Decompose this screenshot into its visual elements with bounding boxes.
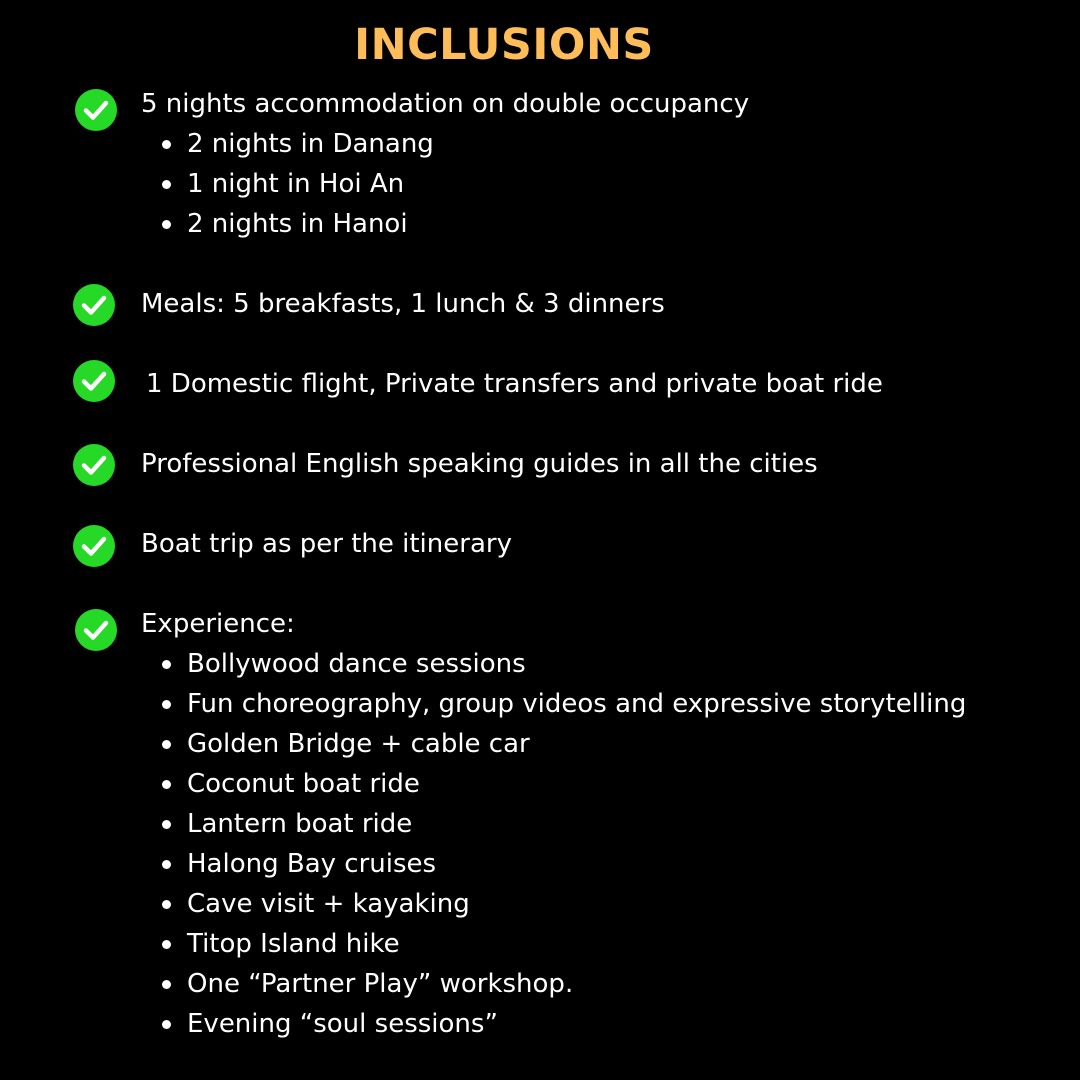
list-item: Cave visit + kayaking: [187, 889, 470, 919]
list-item: Fun choreography, group videos and expressive storytelling: [187, 689, 967, 719]
page-title: INCLUSIONS: [354, 20, 654, 70]
bullet-dot: [162, 1020, 171, 1029]
inclusion-meals: Meals: 5 breakfasts, 1 lunch & 3 dinners: [141, 289, 665, 319]
inclusion-boat-trip: Boat trip as per the itinerary: [141, 529, 512, 559]
bullet-dot: [162, 180, 171, 189]
list-item: Lantern boat ride: [187, 809, 413, 839]
inclusion-experience: Experience:: [141, 609, 295, 639]
bullet-dot: [162, 740, 171, 749]
inclusion-transport: 1 Domestic flight, Private transfers and private boat ride: [146, 369, 883, 399]
list-item: Golden Bridge + cable car: [187, 729, 530, 759]
list-item: 2 nights in Hanoi: [187, 209, 408, 239]
list-item: Coconut boat ride: [187, 769, 420, 799]
inclusion-accommodation: 5 nights accommodation on double occupancy: [141, 89, 750, 119]
inclusion-guides: Professional English speaking guides in all the cities: [141, 449, 818, 479]
bullet-dot: [162, 940, 171, 949]
list-item: Bollywood dance sessions: [187, 649, 526, 679]
check-circle-icon: [72, 359, 116, 403]
bullet-dot: [162, 660, 171, 669]
bullet-dot: [162, 980, 171, 989]
bullet-dot: [162, 820, 171, 829]
bullet-dot: [162, 900, 171, 909]
list-item: Evening “soul sessions”: [187, 1009, 498, 1039]
bullet-dot: [162, 780, 171, 789]
list-item: One “Partner Play” workshop.: [187, 969, 574, 999]
bullet-dot: [162, 140, 171, 149]
list-item: 2 nights in Danang: [187, 129, 434, 159]
check-circle-icon: [72, 443, 116, 487]
bullet-dot: [162, 860, 171, 869]
list-item: Halong Bay cruises: [187, 849, 437, 879]
check-circle-icon: [74, 88, 118, 132]
check-circle-icon: [74, 608, 118, 652]
bullet-dot: [162, 700, 171, 709]
check-circle-icon: [72, 524, 116, 568]
bullet-dot: [162, 220, 171, 229]
list-item: Titop Island hike: [187, 929, 400, 959]
list-item: 1 night in Hoi An: [187, 169, 405, 199]
check-circle-icon: [72, 283, 116, 327]
